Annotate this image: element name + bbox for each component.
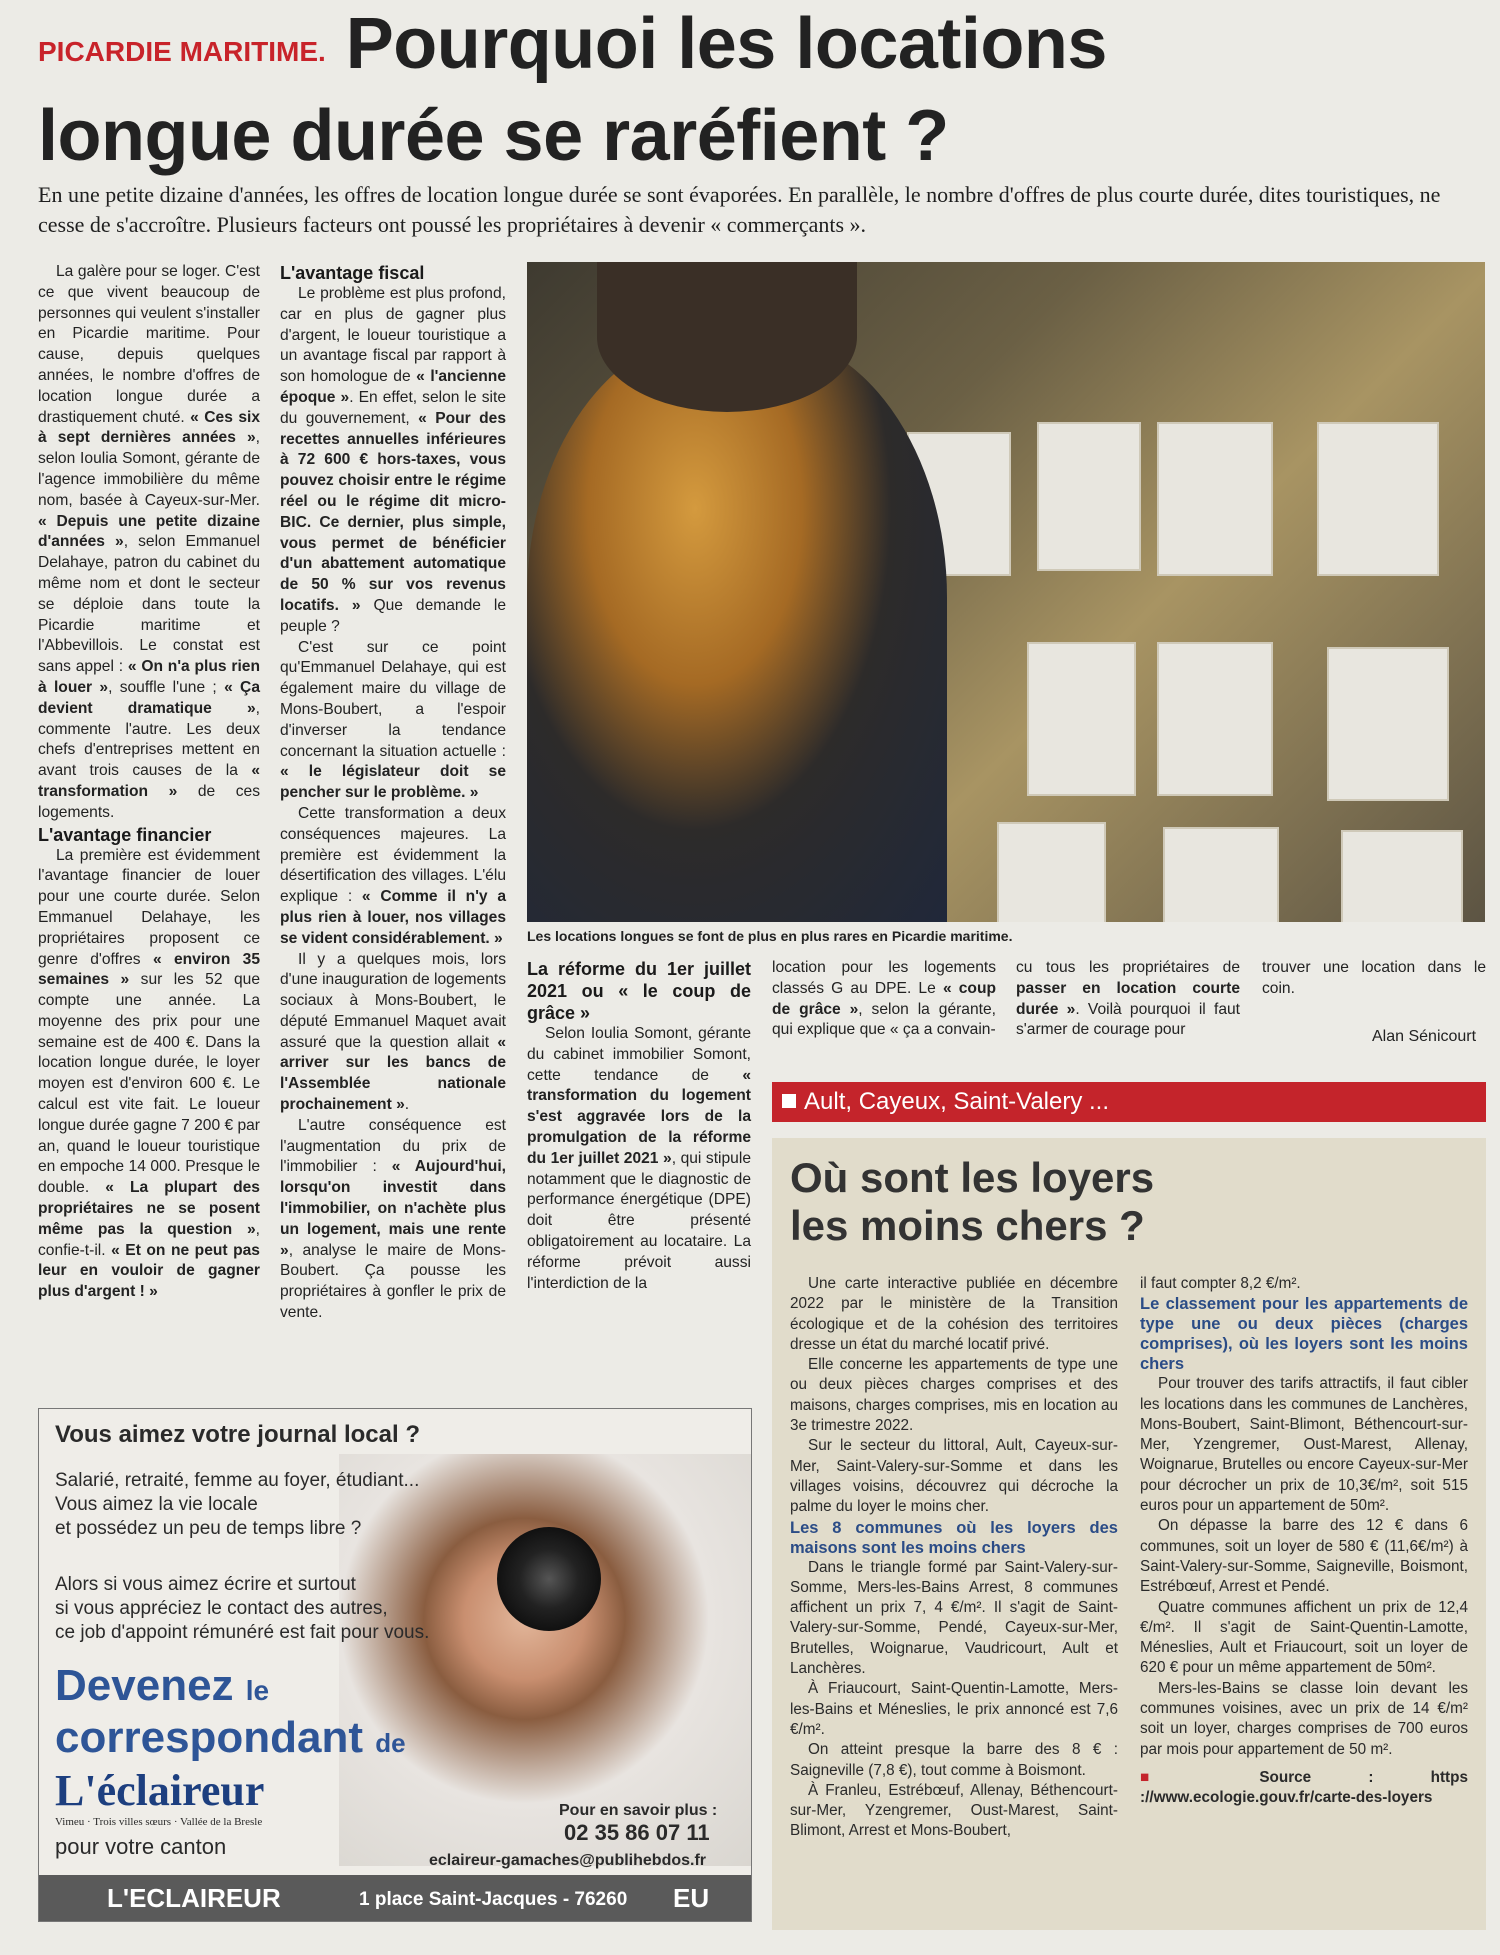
- paragraph: il faut compter 8,2 €/m².: [1140, 1275, 1301, 1292]
- paragraph: À Franleu, Estrébœuf, Allenay, Béthencourt-sur-Mer, Yzengremer, Oust-Marest, Saint-Blimont, Arrest et Mons-Boubert,: [790, 1781, 1118, 1840]
- paragraph: La galère pour se loger. C'est ce que vivent beaucoup de personnes qui veulent s'installer en Picardie maritime. Pour cause, depuis quelques années, le nombre d'offres de location longue durée a drastiquement chuté. « Ces six à sept dernières années », selon Ioulia Somont, gérante de l'agence immobilière du même nom, basée à Cayeux-sur-Mer. « Depuis une petite dizaine d'années », selon Emmanuel Delahaye, patron du cabinet du même nom et dont le secteur se déploie dans toute la Picardie maritime et l'Abbevillois. Le constat est sans appel : « On n'a plus rien à louer », souffle l'une ; « Ça devient dramatique », commente l'autre. Les deux chefs d'entreprises mettent en avant trois causes de la « transformation » de ces logements.: [38, 263, 260, 821]
- ad-footer-address: 1 place Saint-Jacques - 76260: [359, 1889, 628, 1910]
- section-bar: [772, 1082, 1486, 1122]
- box-column-1: [790, 1274, 1118, 1842]
- paragraph: Selon Ioulia Somont, gérante du cabinet immobilier Somont, cette tendance de « transformation du logement s'est aggravée lors de la promulgation de la réforme du 1er juillet 2021 », qui stipule notamment que le diagnostic de performance énergétique (DPE) doit être présenté obligatoirement au locataire. La réforme prévoit aussi l'interdiction de la: [527, 1025, 751, 1292]
- headline-line1: Pourquoi les locations: [345, 4, 1107, 84]
- article-photo: [527, 262, 1485, 922]
- ad-headline-2: correspondant de: [55, 1713, 406, 1762]
- subheading-fiscal: L'avantage fiscal: [280, 263, 425, 283]
- box-subheading-maisons: Les 8 communes où les loyers des maisons sont les moins chers: [790, 1518, 1118, 1557]
- listing-board: [1157, 422, 1273, 576]
- paragraph: trouver une location dans le coin.: [1262, 959, 1486, 997]
- column-4: [772, 958, 996, 1041]
- ad-phone[interactable]: 02 35 86 07 11: [564, 1820, 710, 1845]
- author-byline: Alan Sénicourt: [1372, 1028, 1477, 1045]
- square-bullet-icon: [782, 1094, 796, 1108]
- listing-board: [1027, 642, 1136, 796]
- paragraph: On dépasse la barre des 12 € dans 6 communes, soit un loyer de 580 € (11,6€/m²) à Saint-Valery-sur-Somme, Saigneville, Boismont, Estrébœuf, Arrest et Pendé.: [1140, 1517, 1468, 1596]
- column-1: [38, 262, 260, 1303]
- subheading-reforme: La réforme du 1er juillet 2021 ou « le coup de grâce »: [527, 959, 751, 1023]
- paragraph: La première est évidemment l'avantage financier de louer pour une courte durée. Selon Emmanuel Delahaye, les propriétaires proposent ce genre d'offres « environ 35 semaines » sur les 52 que compte une année. La moyenne des prix pour une semaine est de 400 €. Dans la location longue durée, le loyer moyen est d'environ 600 €. Le calcul est vite fait. Le loueur longue durée gagne 7 200 € par an, quand le loueur touristique en empoche 14 000. Presque le double. « La plupart des propriétaires ne se posent même pas la question », confie-t-il. « Et on ne peut pas leur en vouloir de gagner plus d'argent ! »: [38, 846, 260, 1301]
- listing-board: [1327, 647, 1449, 801]
- listing-board: [1157, 642, 1273, 796]
- listing-board: [1317, 422, 1439, 576]
- eclaireur-logo: L'éclaireur: [55, 1766, 265, 1815]
- listing-board: [1163, 827, 1279, 922]
- column-6: [1262, 958, 1486, 1000]
- paragraph: C'est sur ce point qu'Emmanuel Delahaye, qui est également maire du village de Mons-Boubert, a l'espoir d'inverser la tendance concernant la situation actuelle : « le législateur doit se pencher sur le problème. »: [280, 638, 506, 802]
- photo-caption: Les locations longues se font de plus en plus rares en Picardie maritime.: [527, 928, 1013, 944]
- column-5: [1016, 958, 1240, 1041]
- paragraph: Le problème est plus profond, car en plus de gagner plus d'argent, le loueur touristique a un avantage fiscal par rapport à son homologue de « l'ancienne époque ». En effet, selon le site du gouvernement, « Pour des recettes annuelles inférieures à 72 600 € hors-taxes, vous pouvez choisir entre le régime réel ou le régime dit micro-BIC. Ce dernier, plus simple, vous permet de bénéficier d'un abattement automatique de 50 % sur vos revenus locatifs. » Que demande le peuple ?: [280, 285, 506, 635]
- person-in-hood: [527, 332, 947, 922]
- section-bar-label: Ault, Cayeux, Saint-Valery ...: [804, 1088, 1110, 1115]
- paragraph: cu tous les propriétaires de passer en location courte durée ». Voilà pourquoi il faut s'armer de courage pour: [1016, 959, 1240, 1039]
- headline-line2: longue durée se raréfient ?: [38, 96, 949, 176]
- paragraph: Elle concerne les appartements de type une ou deux pièces charges comprises et des maisons, charges comprises, mis en location au 3e trimestre 2022.: [790, 1356, 1118, 1435]
- ad-canton: pour votre canton: [55, 1834, 227, 1859]
- column-3: [527, 958, 751, 1294]
- source-link[interactable]: ■ Source : https ://www.ecologie.gouv.fr/carte-des-loyers: [1140, 1768, 1468, 1807]
- ad-line: si vous appréciez le contact des autres,: [55, 1598, 388, 1619]
- paragraph: Quatre communes affichent un prix de 12,4 €/m². Il s'agit de Saint-Quentin-Lamotte, Méneslies, Ault et Friaucourt, soit un loyer de 620 € pour un même appartement de 50m².: [1140, 1598, 1468, 1677]
- listing-board: [997, 822, 1106, 922]
- paragraph: Dans le triangle formé par Saint-Valery-sur-Somme, Mers-les-Bains Arrest, 8 communes affichent un prix 7, 4 €/m². Il s'agit de Saint-Valery-sur-Somme, Pendé, Cayeux-sur-Mer, Brutelles, Woignarue, Vaudricourt, Ault et Lanchères.: [790, 1558, 1118, 1678]
- ad-headline-1: Devenez le: [55, 1661, 270, 1710]
- logo-subtitle: Vimeu · Trois villes sœurs · Vallée de la Bresle: [55, 1816, 263, 1828]
- paragraph: Il y a quelques mois, lors d'une inauguration de logements sociaux à Mons-Boubert, le député Emmanuel Maquet avait assuré que la question allait « arriver sur les bancs de l'Assemblée nationale prochainement ».: [280, 950, 506, 1114]
- box-column-2: [1140, 1274, 1468, 1809]
- paragraph: Une carte interactive publiée en décembre 2022 par le ministère de la Transition écologique et de la cohésion des territoires dresse un état du marché locatif privé.: [790, 1275, 1118, 1353]
- ad-line: Alors si vous aimez écrire et surtout: [55, 1574, 356, 1595]
- box-title: Où sont les loyers les moins chers ?: [790, 1154, 1155, 1249]
- ad-line: Salarié, retraité, femme au foyer, étudiant...: [55, 1470, 420, 1491]
- subheading-financier: L'avantage financier: [38, 824, 212, 845]
- ad-footer: [39, 1875, 751, 1921]
- correspondent-ad: [38, 1408, 752, 1922]
- ad-title: Vous aimez votre journal local ?: [55, 1421, 420, 1448]
- ad-email[interactable]: eclaireur-gamaches@publihebdos.fr: [429, 1852, 707, 1869]
- box-subheading-appartements: Le classement pour les appartements de type une ou deux pièces (charges comprises), où les loyers sont les moins chers: [1140, 1295, 1468, 1374]
- ad-more-info: Pour en savoir plus :: [559, 1802, 718, 1819]
- rent-sidebar-box: [772, 1138, 1486, 1930]
- lead-paragraph: En une petite dizaine d'années, les offres de location longue durée se sont évaporées. En parallèle, le nombre d'offres de plus courte durée, dites touristiques, ne cesse de s'accroître. Plusieurs facteurs ont poussé les propriétaires à devenir « commerçants ».: [38, 182, 1441, 237]
- headline: [38, 2, 1478, 178]
- paragraph: Sur le secteur du littoral, Ault, Cayeux-sur-Mer, Saint-Valery-sur-Somme et dans les villages voisins, découvrez qui décroche la palme du loyer le moins cher.: [790, 1437, 1118, 1516]
- camera-lens-icon: [497, 1527, 601, 1631]
- ad-line: et possédez un peu de temps libre ?: [55, 1518, 362, 1539]
- ad-line: Vous aimez la vie locale: [55, 1494, 258, 1515]
- listing-board: [1037, 422, 1141, 571]
- paragraph: Mers-les-Bains se classe loin devant les communes voisines, avec un prix de 14 €/m² soit un loyer, charges comprises de 700 euros par mois pour appartement de 50 m².: [1140, 1679, 1468, 1758]
- paragraph: Cette transformation a deux conséquences majeures. La première est évidemment la désertification des villages. L'élu explique : « Comme il n'y a plus rien à louer, nos villages se vident considérablement. »: [280, 804, 507, 947]
- paragraph: Pour trouver des tarifs attractifs, il faut cibler les locations dans les communes de Lanchères, Mons-Boubert, Saint-Blimont, Béthencourt-sur-Mer, Yzengremer, Oust-Marest, Allenay, Woignarue, Brutelles ou encore Cayeux-sur-Mer pour décrocher un prix de 10,3€/m², soit 515 euros pour un appartement de 50m².: [1140, 1375, 1468, 1515]
- paragraph: À Friaucourt, Saint-Quentin-Lamotte, Mers-les-Bains et Méneslies, le prix annoncé est 7,6 €/m².: [790, 1680, 1118, 1738]
- ad-line: ce job d'appoint rémunéré est fait pour vous.: [55, 1622, 430, 1643]
- ad-footer-name: L'ECLAIREUR: [107, 1883, 281, 1913]
- person-head: [597, 262, 857, 412]
- paragraph: location pour les logements classés G au DPE. Le « coup de grâce », selon la gérante, qui explique que « ça a convain-: [772, 959, 997, 1039]
- paragraph: On atteint presque la barre des 8 € : Saigneville (7,8 €), tout comme à Boismont.: [790, 1741, 1118, 1779]
- paragraph: L'autre conséquence est l'augmentation du prix de l'immobilier : « Aujourd'hui, lorsqu'on investit dans l'immobilier, on n'achète plus un logement, mais une rente », analyse le maire de Mons-Boubert. Ça pousse les propriétaires à gonfler le prix de vente.: [280, 1116, 506, 1322]
- ad-footer-city: EU: [673, 1883, 710, 1913]
- kicker: PICARDIE MARITIME.: [38, 36, 326, 67]
- column-2: [280, 262, 506, 1324]
- listing-board: [1341, 830, 1463, 922]
